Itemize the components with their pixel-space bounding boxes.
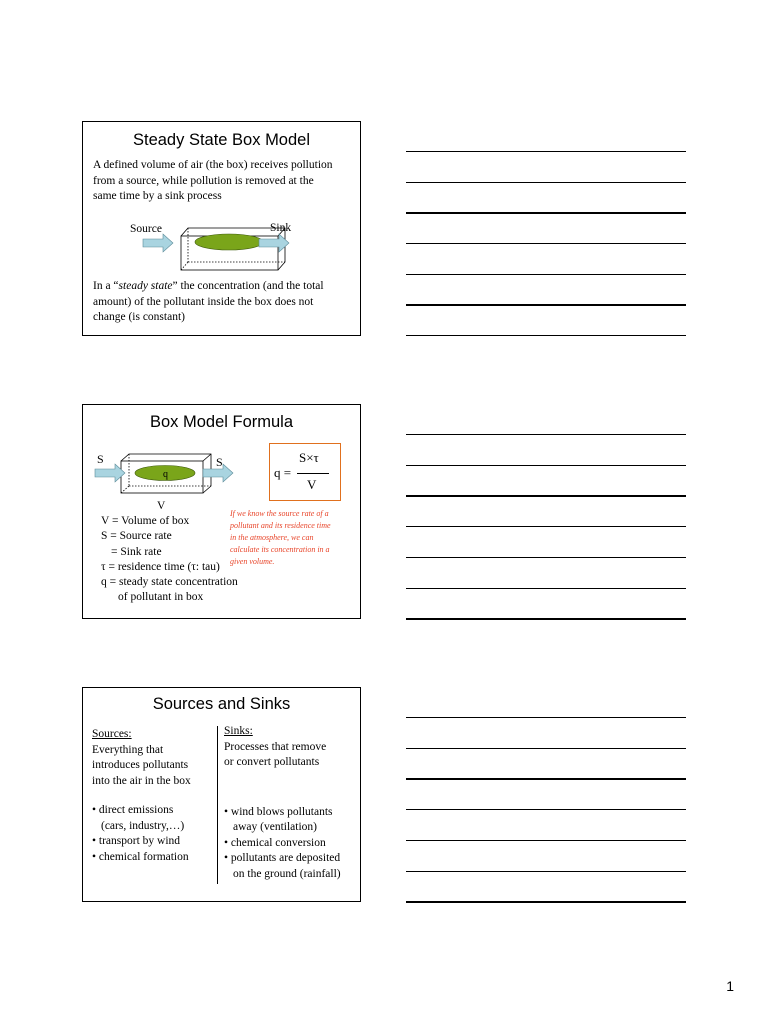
- formula-denominator: V: [307, 477, 317, 492]
- note-line: [406, 182, 686, 183]
- note-line: [406, 871, 686, 872]
- note-line: [406, 304, 686, 306]
- sources-column: Sources: Everything that introduces pollutants into the air in the box • direct emissions (cars, industry,…) • transport by wind • chemical formation: [92, 728, 191, 863]
- intro-text: [93, 158, 358, 205]
- sink-arrow: [203, 464, 233, 482]
- note-line: [406, 588, 686, 589]
- slide-steady-state-box-model: [82, 121, 361, 336]
- column-divider: [217, 726, 218, 884]
- v-label: V: [157, 500, 166, 512]
- formula-lhs: q =: [274, 465, 292, 480]
- steady-state-note: In a “steady state” the concentration (and the total amount) of the pollutant inside the box does not change (is constant): [93, 280, 324, 323]
- source-arrow: [95, 464, 125, 482]
- box-diagram: [141, 222, 301, 278]
- steady-state-term: steady state: [118, 280, 173, 292]
- note-line: [406, 335, 686, 336]
- definitions: V = Volume of box S = Source rate = Sink rate τ = residence time (τ: tau) q = steady state concentration of pollutant in box: [101, 515, 238, 604]
- note-line: [406, 748, 686, 749]
- intro-line: same time by a sink process: [93, 190, 222, 202]
- note-line: [406, 465, 686, 466]
- note-line: [406, 778, 686, 780]
- intro-line: from a source, while pollution is removed at the: [93, 174, 314, 187]
- slide-box-model-formula: [82, 404, 361, 619]
- source-arrow: [143, 234, 173, 252]
- slide-sources-and-sinks: [82, 687, 361, 902]
- note-line: [406, 901, 686, 903]
- slide-title: Box Model Formula: [149, 413, 294, 431]
- fraction-bar: [297, 473, 329, 474]
- slide-title: Steady State Box Model: [132, 131, 311, 149]
- s-left-label: S: [97, 452, 104, 466]
- intro-line: A defined volume of air (the box) receives pollution: [93, 159, 333, 171]
- note-line: [406, 495, 686, 497]
- sources-heading: Sources:: [92, 728, 132, 740]
- q-label: q: [163, 469, 168, 480]
- note-line: [406, 151, 686, 152]
- note-line: [406, 557, 686, 558]
- note-line: [406, 618, 686, 620]
- slide-title: Sources and Sinks: [152, 695, 291, 713]
- note-line: [406, 274, 686, 275]
- sinks-heading: Sinks:: [224, 725, 253, 737]
- red-note: If we know the source rate of a pollutant and its residence time in the atmosphere, we can calculate its concentration in a given volume.: [230, 509, 331, 566]
- sink-arrow: [259, 234, 289, 252]
- page-number: 1: [726, 978, 734, 994]
- note-line: [406, 243, 686, 244]
- source-label: Source: [130, 223, 162, 235]
- note-line: [406, 212, 686, 214]
- note-line: [406, 840, 686, 841]
- note-line: [406, 526, 686, 527]
- note-line: [406, 434, 686, 435]
- s-right-label: S: [216, 455, 223, 469]
- sink-label: Sink: [270, 222, 292, 234]
- pollutant-ellipse: [195, 234, 263, 250]
- note-line: [406, 809, 686, 810]
- formula-box: [269, 443, 341, 501]
- sinks-column: Sinks: Processes that remove or convert pollutants • wind blows pollutants away (ventilation) • chemical conversion • pollutants are deposited on the ground (rainfall): [224, 725, 341, 880]
- note-line: [406, 717, 686, 718]
- formula-numerator: S×τ: [299, 450, 319, 465]
- box-diagram-small: [93, 451, 243, 501]
